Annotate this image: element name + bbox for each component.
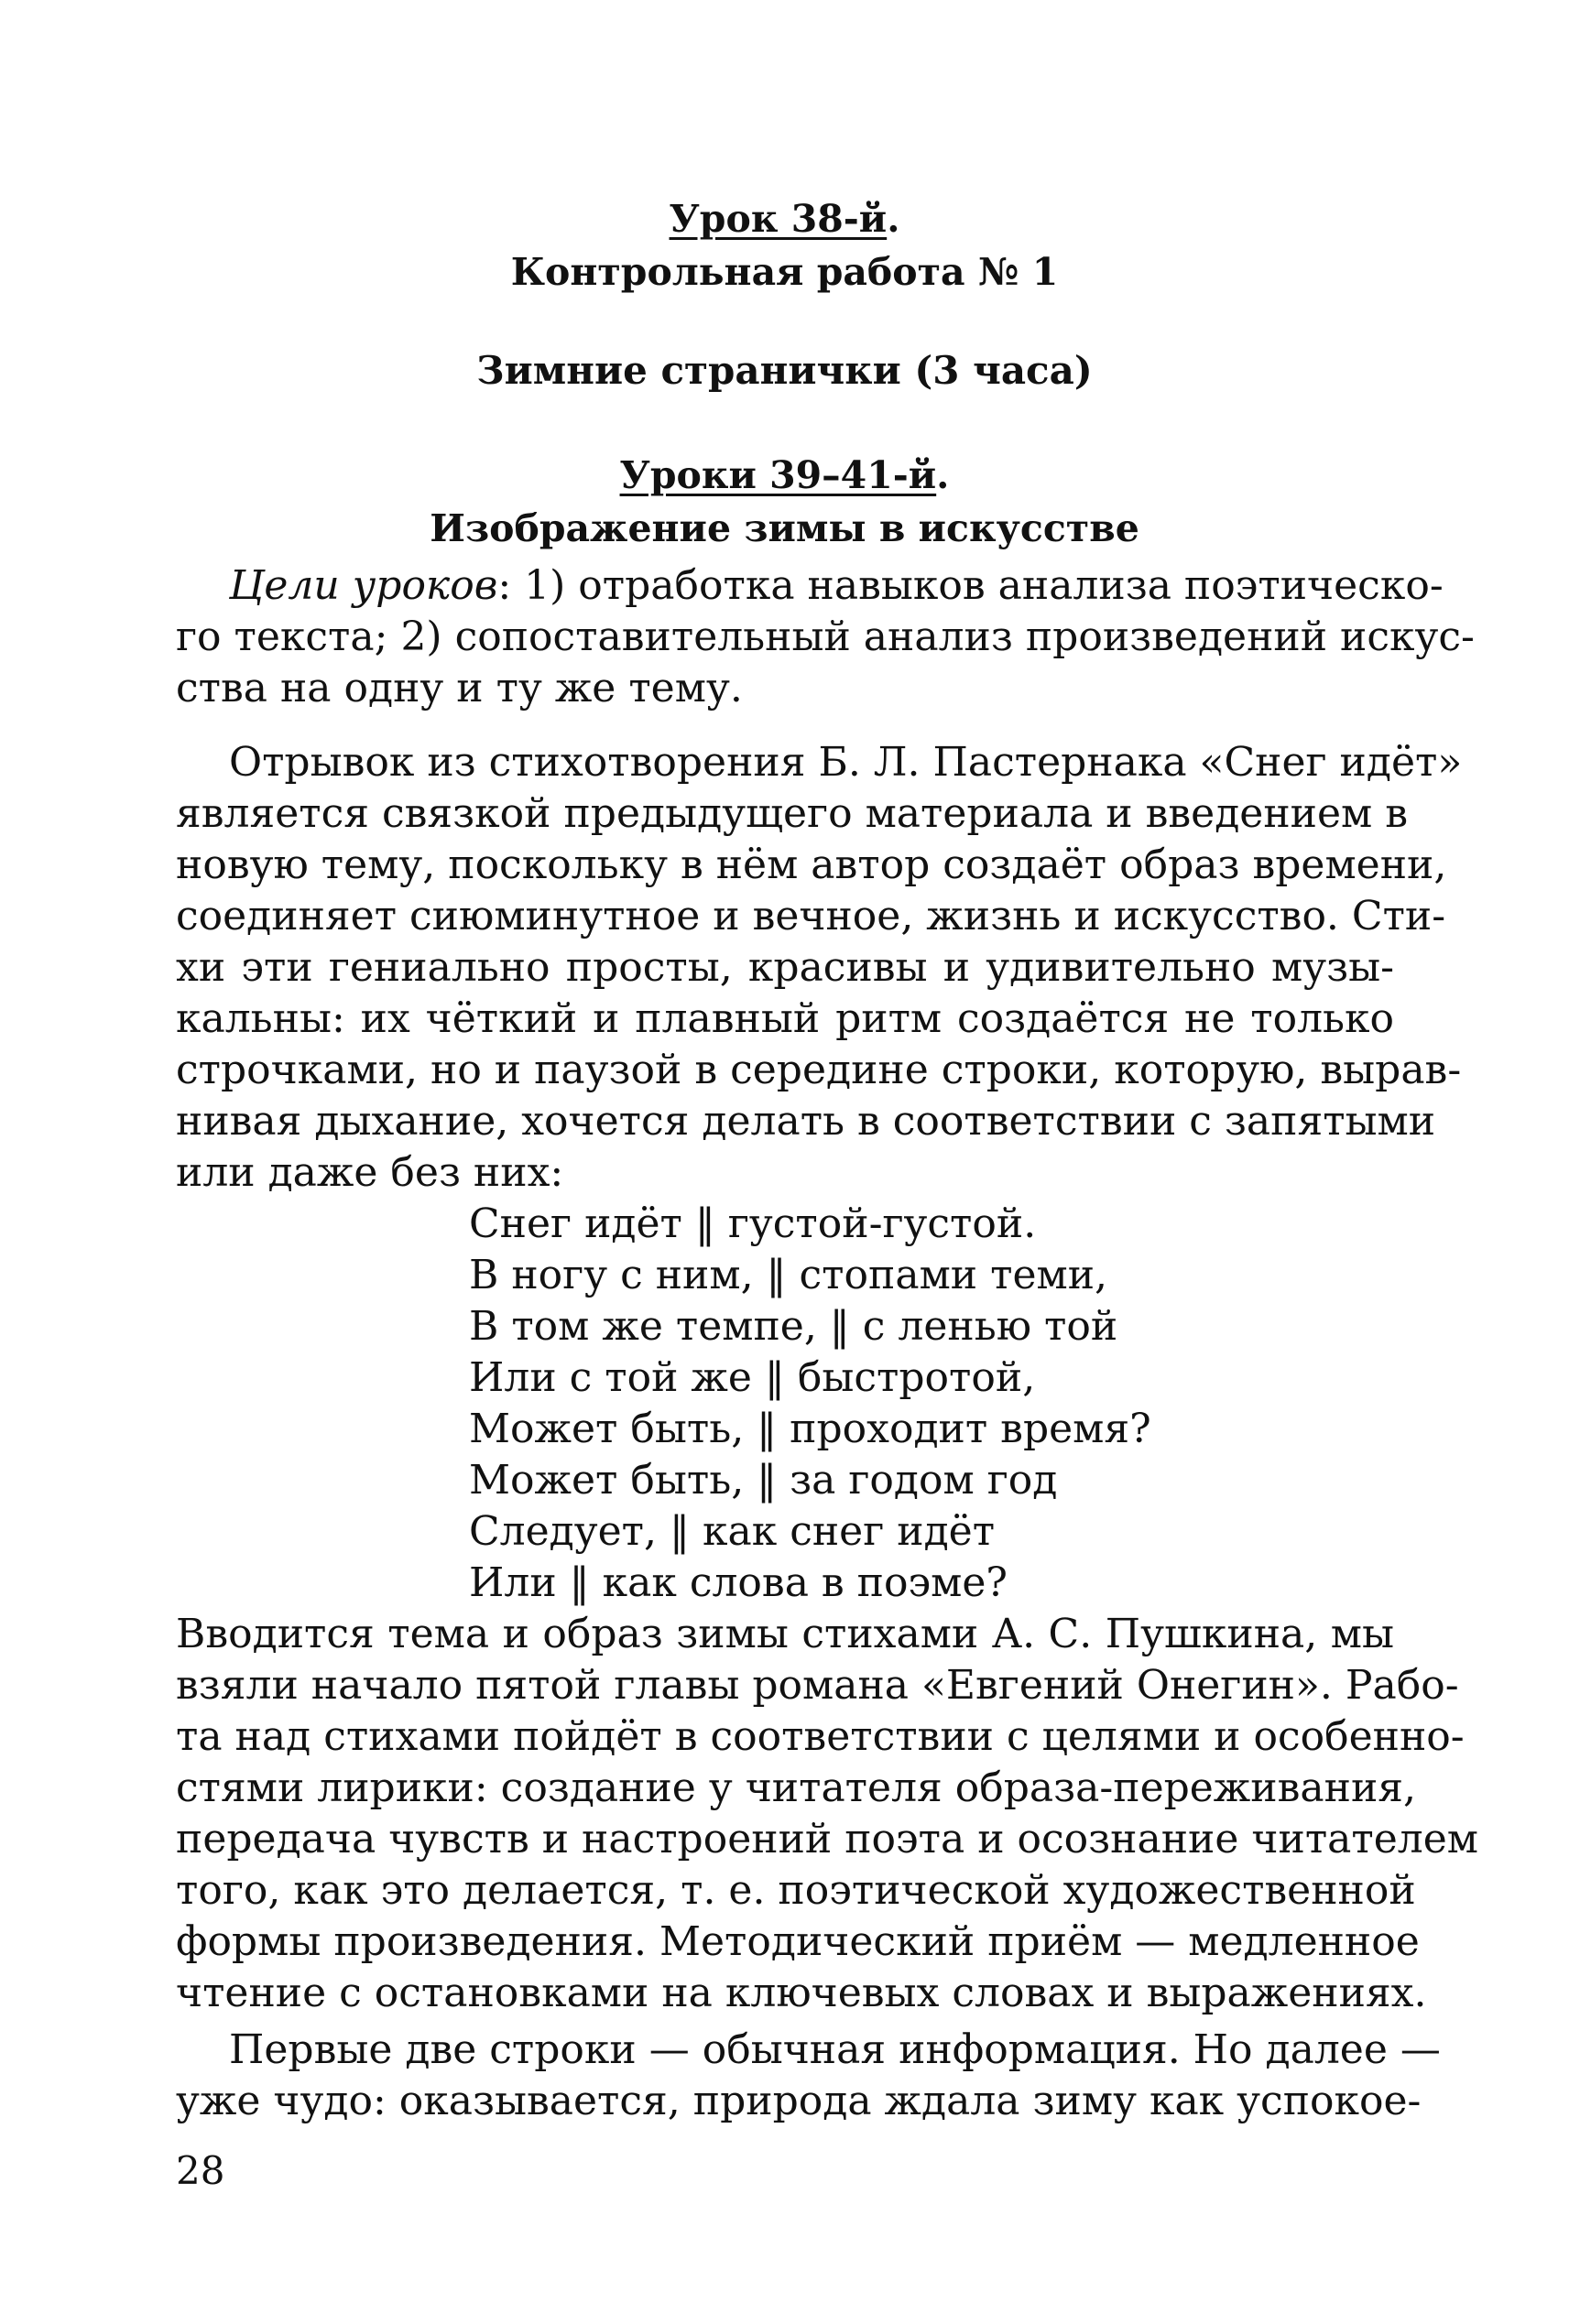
poem-line: Снег идёт ‖ густой-густой. [469, 1200, 1037, 1247]
paragraph-3-line: Первые две строки — обычная информация. Но далее — [229, 2026, 1441, 2073]
paragraph-1-line: соединяет сиюминутное и вечное, жизнь и искусство. Сти- [176, 893, 1446, 939]
paragraph-1-line: нивая дыхание, хочется делать в соответствии с запятыми [176, 1098, 1436, 1145]
paragraph-1-line: или даже без них: [176, 1149, 564, 1196]
section-heading: Зимние странички (3 часа) [476, 348, 1093, 393]
paragraph-2-line: та над стихами пойдёт в соответствии с целями и особенно- [176, 1713, 1465, 1760]
paragraph-2-line: того, как это делается, т. е. поэтической художественной [176, 1867, 1416, 1914]
paragraph-1-line: является связкой предыдущего материала и введением в [176, 790, 1409, 837]
paragraph-1-line: Отрывок из стихотворения Б. Л. Пастернака «Снег идёт» [229, 739, 1463, 786]
paragraph-1-line: кальны: их чёткий и плавный ритм создаётся не только [176, 995, 1394, 1042]
poem-line: Следует, ‖ как снег идёт [469, 1508, 996, 1555]
lessons-39-41-period: . [936, 453, 950, 497]
goals-label: Цели уроков [229, 562, 498, 609]
poem-line: Или ‖ как слова в поэме? [469, 1559, 1008, 1606]
paragraph-3-line: уже чудо: оказывается, природа ждала зиму как успокое- [176, 2078, 1422, 2124]
goals-line-2: го текста; 2) сопоставительный анализ произведений искус- [176, 614, 1475, 660]
poem-line: В ногу с ним, ‖ стопами теми, [469, 1252, 1108, 1298]
control-work-heading: Контрольная работа № 1 [510, 250, 1059, 294]
lesson-38-heading [0, 196, 1569, 242]
paragraph-2-line: стями лирики: создание у читателя образа-переживания, [176, 1765, 1417, 1811]
goals-line-1 [229, 560, 1444, 612]
paragraph-2-line: чтение с остановками на ключевых словах и выражениях. [176, 1970, 1427, 2016]
lessons-39-41-title: Уроки 39–41-й [619, 453, 937, 497]
poem-line: Или с той же ‖ быстротой, [469, 1354, 1036, 1401]
poem-line: Может быть, ‖ проходит время? [469, 1406, 1151, 1452]
paragraph-2-line: Вводится тема и образ зимы стихами А. С. Пушкина, мы [176, 1611, 1394, 1657]
paragraph-2-line: взяли начало пятой главы романа «Евгений Онегин». Рабо- [176, 1662, 1459, 1709]
page-number: 28 [176, 2148, 225, 2193]
poem-line: В том же темпе, ‖ с ленью той [469, 1303, 1118, 1350]
poem-line: Может быть, ‖ за годом год [469, 1457, 1058, 1504]
topic-heading: Изображение зимы в искусстве [430, 506, 1139, 550]
paragraph-2-line: формы произведения. Методический приём — медленное [176, 1918, 1420, 1965]
goals-line-3: ства на одну и ту же тему. [176, 665, 743, 711]
paragraph-2-line: передача чувств и настроений поэта и осознание читателем [176, 1816, 1478, 1862]
paragraph-1-line: новую тему, поскольку в нём автор создаёт образ времени, [176, 842, 1447, 888]
lessons-39-41-heading [0, 452, 1569, 498]
paragraph-1-line: хи эти гениально просты, красивы и удивительно музы- [176, 944, 1394, 991]
lesson-38-period: . [887, 197, 900, 241]
goals-line-1-text: : 1) отработка навыков анализа поэтическо- [497, 562, 1444, 609]
paragraph-1-line: строчками, но и паузой в середине строки, которую, вырав- [176, 1047, 1462, 1093]
lesson-38-title: Урок 38-й [669, 197, 888, 241]
